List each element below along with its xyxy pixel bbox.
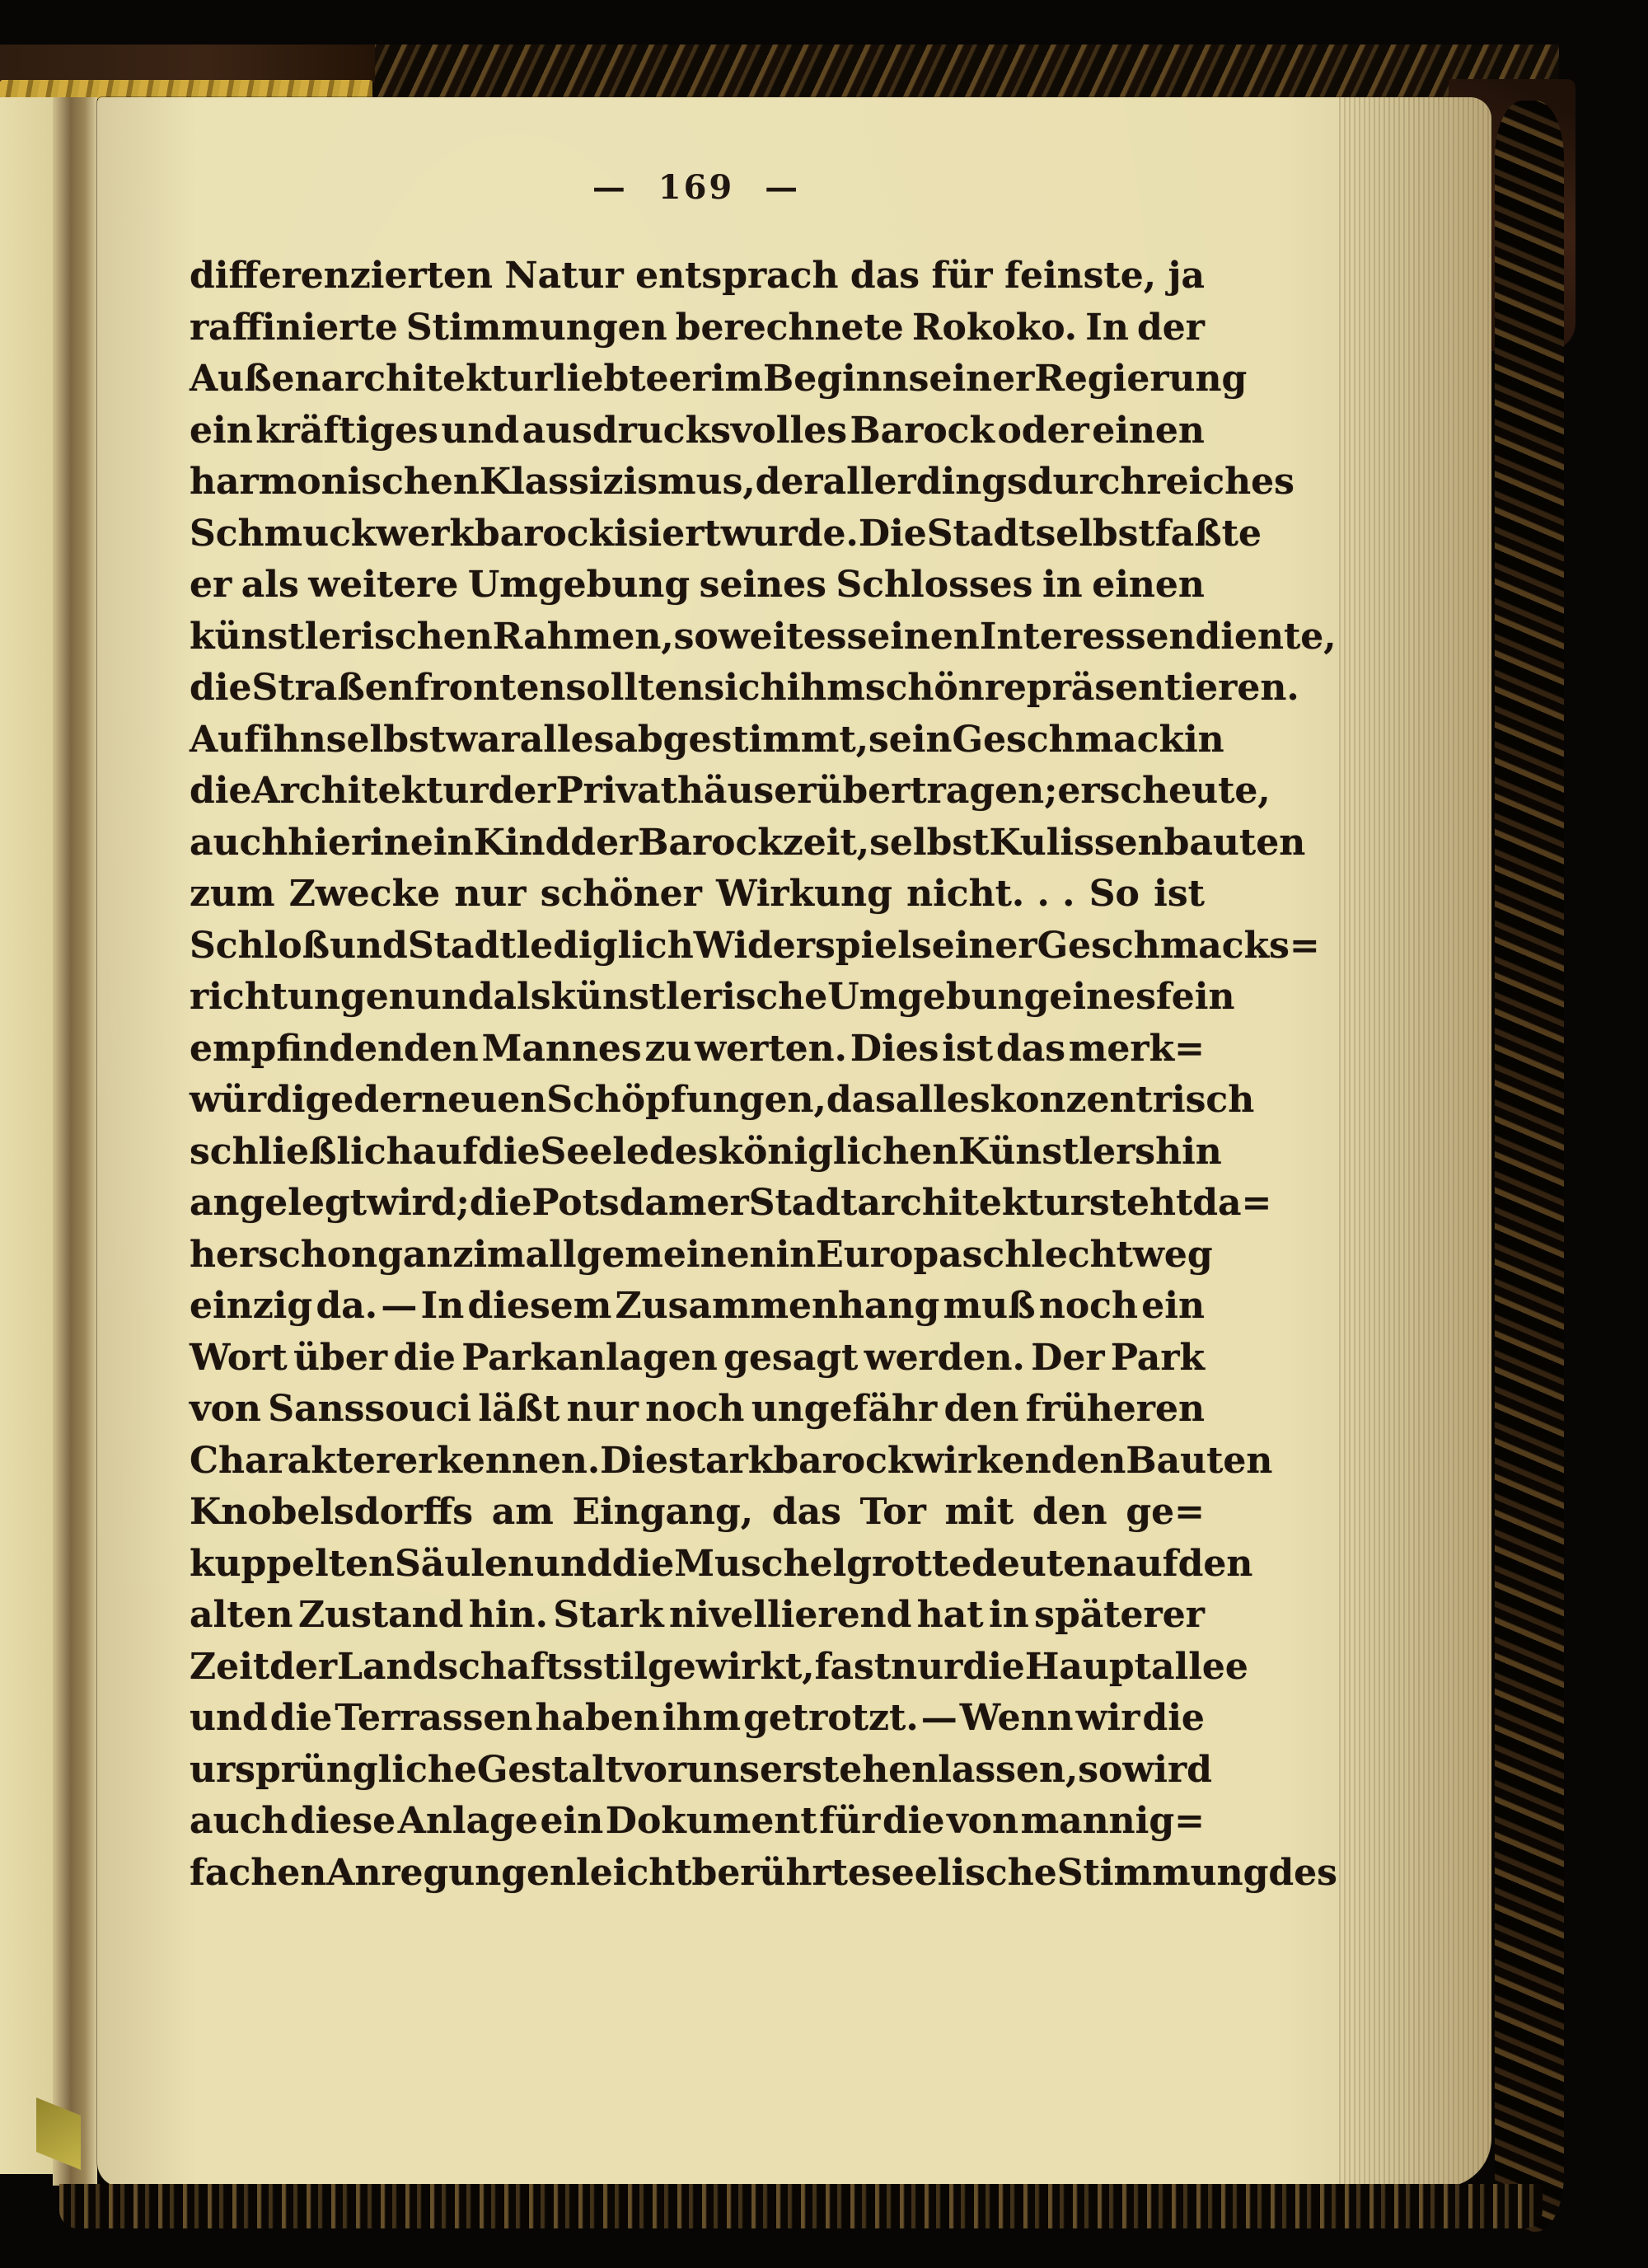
word: haben (535, 1697, 660, 1739)
word: angelegt (190, 1182, 368, 1224)
word: kuppelten (190, 1542, 396, 1585)
word: ein (190, 409, 253, 452)
word: Europa (816, 1233, 962, 1276)
word: seiner (908, 358, 1035, 400)
word: kräftiges (255, 409, 438, 452)
word: das (995, 1027, 1065, 1070)
word: wirkenden (912, 1439, 1126, 1482)
word: Säulen (395, 1542, 535, 1585)
word: Barock (850, 409, 995, 452)
word: schon (258, 1233, 378, 1276)
word: Parkanlagen (461, 1336, 718, 1379)
text-line (190, 1590, 1205, 1642)
word: faßte (1154, 512, 1262, 555)
word: werden. (864, 1336, 1025, 1379)
book-cover-bottom-edge (59, 2184, 1543, 2228)
word: noch (645, 1388, 745, 1430)
word: sollten (565, 667, 705, 709)
word: Zeit (190, 1645, 270, 1688)
word: ein (410, 821, 474, 864)
page-gutter-shadow (53, 97, 97, 2186)
word: Terrassen (335, 1697, 533, 1739)
word: getrotzt. (743, 1697, 919, 1739)
word: ungefähr (751, 1388, 938, 1430)
word: über (293, 1336, 387, 1379)
word: scheute, (1099, 770, 1271, 812)
word: hierin (288, 821, 410, 864)
word: richtungen (190, 976, 415, 1018)
text-line (190, 1333, 1205, 1385)
text-line (190, 1796, 1205, 1848)
word: schöner (540, 873, 702, 915)
word: nivellierend (669, 1594, 912, 1636)
word: alles (895, 1079, 990, 1121)
word: Regierung (1034, 358, 1248, 400)
word: übertragen; (816, 770, 1058, 812)
word: zum (190, 873, 275, 915)
word: muß (943, 1285, 1036, 1327)
word: hat (916, 1594, 984, 1636)
word: ausdrucksvolles (522, 409, 847, 452)
word: Schloß (190, 924, 330, 967)
word: künstlerische (550, 976, 828, 1018)
word: den (1177, 1542, 1253, 1585)
word: das (850, 255, 920, 297)
book-cover-right-edge (1495, 101, 1564, 2232)
word: schließlich (190, 1130, 413, 1173)
word: ein (1141, 1285, 1205, 1327)
word: der (269, 1645, 338, 1688)
word: auch (190, 821, 288, 864)
word: uns (686, 1748, 760, 1791)
word: Stimmung (1056, 1851, 1269, 1894)
word: ihn (260, 718, 326, 761)
word: Charakter (190, 1439, 396, 1482)
word: diese (289, 1800, 396, 1842)
word: Sanssouci (268, 1388, 471, 1430)
word: selbst (869, 821, 990, 864)
word: und (534, 1542, 612, 1585)
word: Interessen (979, 615, 1196, 658)
text-line (190, 663, 1299, 715)
word: her (190, 1233, 259, 1276)
word: fachen (190, 1851, 327, 1894)
word: Anlage (397, 1800, 538, 1842)
word: Privathäuser (555, 770, 817, 812)
word: des (1268, 1851, 1337, 1894)
word: die (190, 667, 252, 709)
word: Geschmacks= (1037, 924, 1320, 967)
word: Landschaftsstil (337, 1645, 648, 1688)
word: allgemeinen (525, 1233, 776, 1276)
word: selbst (325, 718, 447, 761)
word: barock (773, 1439, 913, 1482)
word: Auf (190, 718, 260, 761)
text-line (190, 1281, 1205, 1333)
word: Stimmungen (405, 306, 667, 349)
text-line (190, 1642, 1248, 1694)
word: ist (1154, 873, 1205, 915)
word: die (478, 1130, 541, 1173)
word: ja (1168, 255, 1205, 297)
text-line (190, 1230, 1213, 1282)
word: berührte (691, 1851, 871, 1894)
text-line (190, 1127, 1222, 1179)
text-line (190, 612, 1337, 663)
word: — (920, 1697, 957, 1739)
text-line (190, 1024, 1205, 1075)
book-page (97, 97, 1491, 2187)
word: von (947, 1800, 1018, 1842)
word: sein (868, 718, 953, 761)
word: Umgebung (467, 564, 691, 606)
word: Rahmen, (492, 615, 674, 658)
word: wir (1075, 1697, 1140, 1739)
word: konzentrisch (990, 1079, 1255, 1121)
word: der (488, 770, 556, 812)
word: das (826, 1079, 896, 1121)
word: den (1032, 1491, 1107, 1533)
word: lassen, (938, 1748, 1079, 1791)
word: diesem (467, 1285, 612, 1327)
word: die (1142, 1697, 1205, 1739)
page-number: — 169 — (592, 168, 801, 207)
word: noch (1038, 1285, 1138, 1327)
word: seiner (911, 924, 1037, 967)
word: mit (944, 1491, 1014, 1533)
word: späterer (1034, 1594, 1205, 1636)
text-line (190, 921, 1320, 972)
word: Außenarchitektur (190, 358, 554, 400)
word: Bauten (1126, 1439, 1273, 1482)
word: die (190, 770, 252, 812)
word: die (469, 1182, 532, 1224)
word: der (755, 461, 823, 503)
word: repräsentieren. (984, 667, 1299, 709)
word: auf (412, 1130, 479, 1173)
word: Geschmack (952, 718, 1184, 761)
book-headband (0, 80, 372, 99)
word: entsprach (635, 255, 839, 297)
word: alten (190, 1594, 293, 1636)
word: seelische (870, 1851, 1057, 1894)
word: vor (622, 1748, 687, 1791)
text-line (190, 302, 1205, 354)
word: Natur (504, 255, 624, 297)
word: die (962, 1645, 1025, 1688)
word: Umgebung (827, 976, 1050, 1018)
word: schlechtweg (962, 1233, 1213, 1276)
word: gewirkt, (647, 1645, 815, 1688)
word: Mannes (481, 1027, 642, 1070)
word: Wenn (959, 1697, 1074, 1739)
text-line (190, 251, 1205, 302)
word: Potsdamer (531, 1182, 749, 1224)
word: fein (1155, 976, 1235, 1018)
text-line (190, 818, 1306, 869)
word: nur (454, 873, 527, 915)
word: so (1078, 1748, 1123, 1791)
word: da= (1192, 1182, 1272, 1224)
word: Rokoko. (911, 306, 1078, 349)
word: harmonischen (190, 461, 480, 503)
word: seines (699, 564, 826, 606)
word: ein (540, 1800, 604, 1842)
word: In (1085, 306, 1129, 349)
word: ge= (1126, 1491, 1205, 1533)
word: Stark (553, 1594, 664, 1636)
word: der (570, 821, 639, 864)
word: ursprüngliche (190, 1748, 477, 1791)
word: Muschelgrotte (674, 1542, 972, 1585)
word: Wirkung (716, 873, 892, 915)
word: als (241, 564, 299, 606)
word: künstlerischen (190, 615, 493, 658)
word: Gestalt (476, 1748, 623, 1791)
word: im (473, 1233, 526, 1276)
word: Stadt (926, 512, 1036, 555)
word: er (668, 358, 711, 400)
word: in (1183, 718, 1224, 761)
word: — (381, 1285, 418, 1327)
word: merk= (1068, 1027, 1205, 1070)
word: es (803, 615, 847, 658)
text-line (190, 1436, 1273, 1488)
text-line (190, 457, 1295, 508)
word: Stadtarchitektur (748, 1182, 1089, 1224)
text-line (190, 1745, 1212, 1797)
word: Beginn (763, 358, 909, 400)
word: für (819, 1800, 881, 1842)
word: in (775, 1233, 817, 1276)
word: von (190, 1388, 261, 1430)
word: und (330, 924, 408, 967)
word: raffinierte (190, 306, 398, 349)
word: und (190, 1697, 268, 1739)
word: Straßenfronten (251, 667, 566, 709)
word: er (1057, 770, 1100, 812)
word: Künstlers (958, 1130, 1156, 1173)
word: erkennen. (395, 1439, 601, 1482)
word: Tor (859, 1491, 926, 1533)
text-line (190, 1848, 1337, 1900)
word: die (393, 1336, 456, 1379)
word: auch (190, 1800, 288, 1842)
word: Widerspiel (693, 924, 911, 967)
word: die (611, 1542, 675, 1585)
word: nicht. . . (906, 873, 1075, 915)
word: oder (997, 409, 1089, 452)
facing-page-edge (0, 97, 53, 2174)
word: und (441, 409, 520, 452)
word: reiches (1146, 461, 1295, 503)
text-line (190, 1384, 1205, 1436)
word: Schöpfungen, (546, 1079, 826, 1121)
word: stark (668, 1439, 774, 1482)
word: Schlosses (836, 564, 1033, 606)
word: eines (1049, 976, 1156, 1018)
word: Anregungen (326, 1851, 577, 1894)
text-line (190, 1178, 1272, 1230)
word: einzig (190, 1285, 313, 1327)
word: den (943, 1388, 1019, 1430)
word: in (1042, 564, 1083, 606)
word: abgestimmt, (614, 718, 869, 761)
text-line (190, 560, 1205, 612)
word: die (882, 1800, 945, 1842)
word: Zusammenhang (615, 1285, 940, 1327)
word: Dies (850, 1027, 939, 1070)
word: am (491, 1491, 554, 1533)
word: wurde. (720, 512, 859, 555)
word: in (989, 1594, 1029, 1636)
word: als (493, 976, 551, 1018)
word: lediglich (516, 924, 694, 967)
word: Der (1031, 1336, 1105, 1379)
word: seinen (846, 615, 980, 658)
word: feinste, (1004, 255, 1157, 297)
word: der (1137, 306, 1205, 349)
text-line (190, 1487, 1205, 1539)
word: wird; (367, 1182, 470, 1224)
word: durch (1027, 461, 1147, 503)
word: selbst (1035, 512, 1155, 555)
word: Knobelsdorffs (190, 1491, 474, 1533)
word: gesagt (723, 1336, 859, 1379)
word: auf (1112, 1542, 1178, 1585)
word: er (190, 564, 232, 606)
book-spine-cap (0, 45, 375, 82)
word: Kind (473, 821, 571, 864)
word: In (420, 1285, 465, 1327)
word: im (710, 358, 764, 400)
word: war (446, 718, 520, 761)
word: soweit (673, 615, 803, 658)
word: leicht (576, 1851, 692, 1894)
word: Klassizismus, (479, 461, 756, 503)
word: zu (644, 1027, 692, 1070)
word: barockisiert (474, 512, 721, 555)
word: ihm (786, 667, 865, 709)
word: Seele (540, 1130, 650, 1173)
word: differenzierten (190, 255, 493, 297)
word: ist (942, 1027, 994, 1070)
word: empfindenden (190, 1027, 479, 1070)
text-line (190, 1693, 1205, 1745)
word: Park (1110, 1336, 1205, 1379)
word: nur (891, 1645, 963, 1688)
word: Zustand (297, 1594, 464, 1636)
word: die (269, 1697, 333, 1739)
word: Schmuckwerk (190, 512, 475, 555)
word: Architektur (251, 770, 489, 812)
word: alles (519, 718, 615, 761)
text-line (190, 766, 1271, 818)
word: Zwecke (288, 873, 441, 915)
word: werten. (695, 1027, 847, 1070)
word: Stadt (407, 924, 517, 967)
word: Dokument (605, 1800, 817, 1842)
word: schön (864, 667, 985, 709)
word: früheren (1025, 1388, 1205, 1430)
text-line (190, 1075, 1255, 1127)
word: erstehen (759, 1748, 939, 1791)
word: So (1089, 873, 1140, 915)
word: liebte (553, 358, 669, 400)
word: hin (1155, 1130, 1222, 1173)
word: steht (1089, 1182, 1193, 1224)
word: fast (814, 1645, 892, 1688)
text-line (190, 972, 1235, 1024)
word: hin. (468, 1594, 548, 1636)
word: Eingang, (572, 1491, 754, 1533)
word: deuten (971, 1542, 1113, 1585)
word: nur (566, 1388, 639, 1430)
word: neuen (421, 1079, 547, 1121)
word: diente, (1195, 615, 1337, 658)
word: ihm (662, 1697, 742, 1739)
text-line (190, 354, 1248, 405)
word: und (414, 976, 494, 1018)
word: da. (316, 1285, 378, 1327)
word: einen (1092, 409, 1205, 452)
word: des (649, 1130, 719, 1173)
word: königlichen (718, 1130, 959, 1173)
word: sich (704, 667, 787, 709)
word: Die (858, 512, 927, 555)
word: ganz (377, 1233, 474, 1276)
word: Barockzeit, (638, 821, 870, 864)
text-line (190, 405, 1205, 457)
fore-edge-striations (1339, 97, 1491, 2187)
word: das (771, 1491, 841, 1533)
word: läßt (478, 1388, 560, 1430)
word: der (353, 1079, 422, 1121)
page-text (190, 251, 1337, 1899)
text-line (190, 508, 1262, 560)
word: Die (600, 1439, 669, 1482)
text-line (190, 715, 1224, 766)
word: weitere (308, 564, 459, 606)
word: würdige (190, 1079, 354, 1121)
word: berechnete (675, 306, 904, 349)
word: wird (1122, 1748, 1212, 1791)
word: mannig= (1020, 1800, 1205, 1842)
word: für (931, 255, 993, 297)
word: Kulissenbauten (989, 821, 1306, 864)
word: einen (1092, 564, 1205, 606)
word: Hauptallee (1024, 1645, 1248, 1688)
text-line (190, 1539, 1253, 1591)
word: Wort (190, 1336, 288, 1379)
word: allerdings (822, 461, 1028, 503)
text-line (190, 869, 1205, 921)
